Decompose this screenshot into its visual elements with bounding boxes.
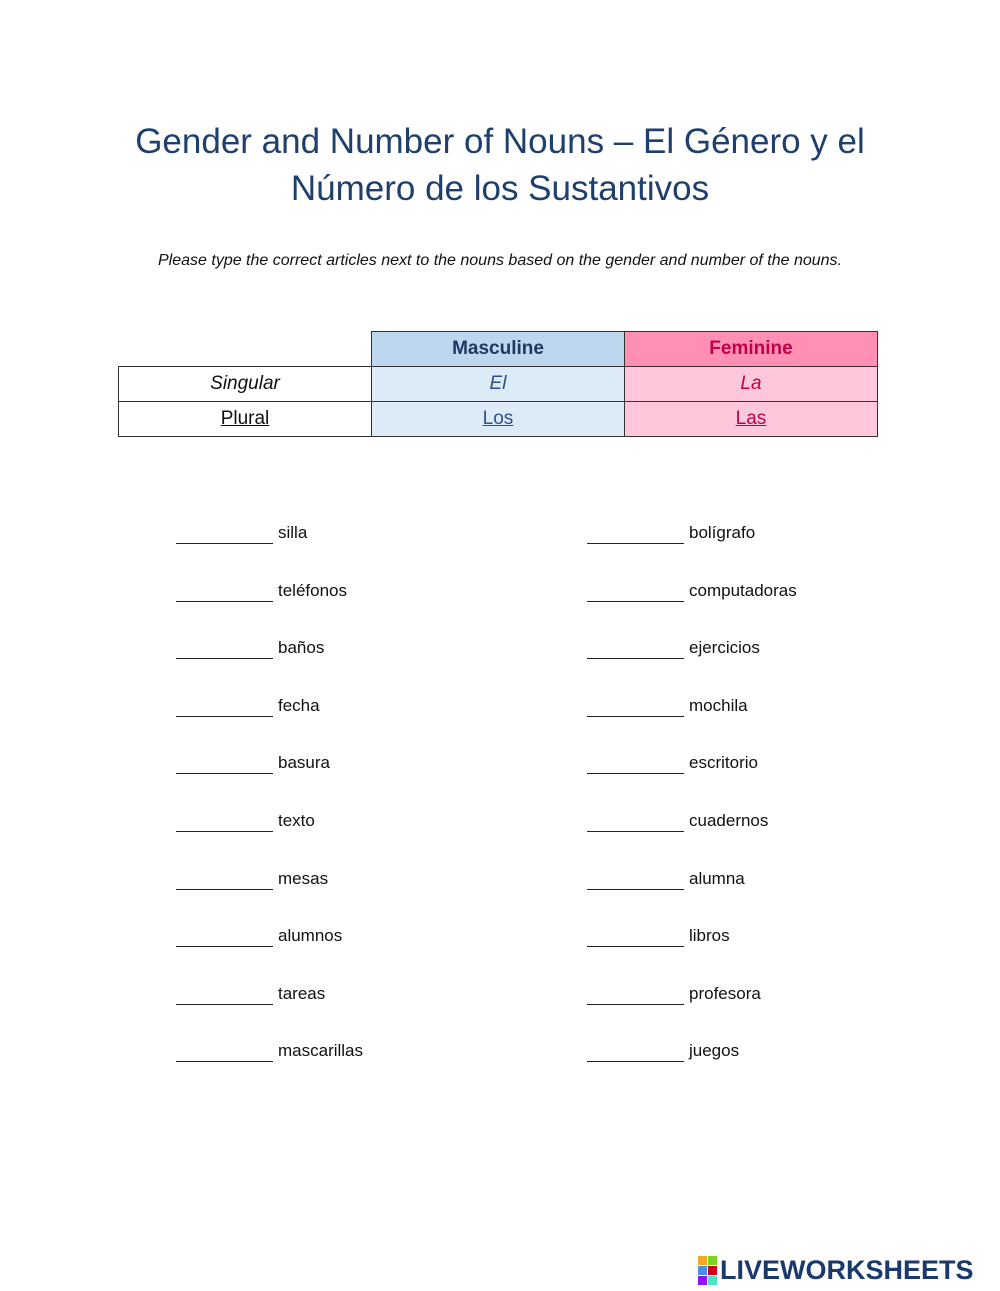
liveworksheets-logo: [698, 1256, 974, 1284]
answer-blank[interactable]: [587, 523, 684, 544]
list-item: [587, 753, 797, 811]
answer-blank[interactable]: [176, 926, 273, 947]
table-row-singular: [119, 367, 878, 402]
article-feminine-plural: Las: [735, 408, 767, 429]
noun-label: basura: [278, 753, 330, 773]
answer-blank[interactable]: [587, 984, 684, 1005]
noun-label: alumna: [689, 868, 745, 888]
noun-label: alumnos: [278, 926, 343, 946]
answer-blank[interactable]: [587, 638, 684, 659]
answer-blank[interactable]: [587, 696, 684, 717]
article-feminine-plural-cell: [625, 402, 878, 437]
answer-blank[interactable]: [587, 869, 684, 890]
list-item: [176, 753, 363, 811]
list-item: [587, 581, 797, 639]
list-item: [587, 1041, 797, 1099]
noun-label: silla: [278, 523, 308, 542]
noun-label: baños: [278, 638, 325, 658]
list-item: [587, 696, 797, 754]
noun-label: libros: [689, 926, 730, 946]
list-item: [176, 926, 363, 984]
answer-blank[interactable]: [176, 696, 273, 717]
article-masculine-singular: El: [372, 367, 625, 402]
row-label-plural: Plural: [220, 408, 270, 429]
list-item: [176, 811, 363, 869]
answer-blank[interactable]: [587, 811, 684, 832]
answer-blank[interactable]: [587, 581, 684, 602]
noun-label: tareas: [278, 983, 326, 1003]
answer-blank[interactable]: [176, 984, 273, 1005]
table-header-row: [119, 332, 878, 367]
noun-label: juegos: [689, 1041, 740, 1061]
page-title: Gender and Number of Nouns – El Género y el Número de los Sustantivos: [135, 122, 865, 208]
liveworksheets-logo-icon: [698, 1256, 717, 1285]
noun-label: texto: [278, 810, 315, 830]
noun-label: mascarillas: [278, 1041, 364, 1061]
list-item: [176, 869, 363, 927]
list-item: [587, 926, 797, 984]
answer-blank[interactable]: [587, 1041, 684, 1062]
noun-label: bolígrafo: [689, 523, 756, 542]
list-item: [176, 638, 363, 696]
answer-blank[interactable]: [176, 753, 273, 774]
instructions-text: Please type the correct articles next to the nouns based on the gender and number of the nouns.: [158, 252, 842, 269]
logo-text: LIVEWORKSHEETS: [720, 1254, 974, 1285]
noun-list-left: [176, 523, 363, 1099]
list-item: [176, 984, 363, 1042]
noun-label: teléfonos: [278, 580, 347, 600]
answer-blank[interactable]: [176, 523, 273, 544]
header-masculine: Masculine: [372, 332, 625, 367]
list-item: [587, 523, 797, 581]
table-corner-cell: [119, 332, 372, 367]
noun-list-right: [587, 523, 797, 1099]
table-row-plural: [119, 402, 878, 437]
article-feminine-singular: La: [625, 367, 878, 402]
list-item: [176, 581, 363, 639]
row-label-plural-cell: [119, 402, 372, 437]
header-feminine: Feminine: [625, 332, 878, 367]
noun-label: escritorio: [689, 753, 758, 773]
answer-blank[interactable]: [587, 926, 684, 947]
noun-label: fecha: [278, 695, 320, 715]
list-item: [587, 638, 797, 696]
list-item: [176, 1041, 363, 1099]
noun-label: profesora: [689, 983, 761, 1003]
row-label-singular: Singular: [119, 367, 372, 402]
list-item: [176, 523, 363, 581]
answer-blank[interactable]: [176, 1041, 273, 1062]
list-item: [587, 869, 797, 927]
answer-blank[interactable]: [176, 581, 273, 602]
noun-label: cuadernos: [689, 810, 769, 830]
articles-table: [118, 331, 878, 437]
article-masculine-plural-cell: [372, 402, 625, 437]
noun-label: mochila: [689, 695, 748, 715]
noun-label: mesas: [278, 868, 329, 888]
list-item: [587, 984, 797, 1042]
list-item: [176, 696, 363, 754]
answer-blank[interactable]: [587, 753, 684, 774]
answer-blank[interactable]: [176, 638, 273, 659]
noun-label: ejercicios: [689, 638, 760, 658]
article-masculine-plural: Los: [482, 408, 514, 429]
noun-label: computadoras: [689, 580, 797, 600]
list-item: [587, 811, 797, 869]
answer-blank[interactable]: [176, 869, 273, 890]
answer-blank[interactable]: [176, 811, 273, 832]
